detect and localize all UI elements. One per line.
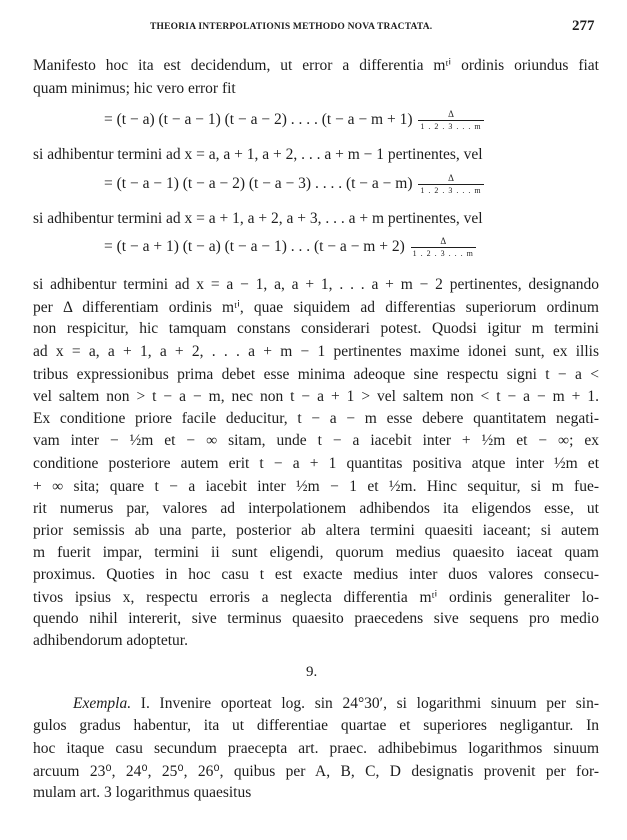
- text-line: Manifesto hoc ita est decidendum, ut error a differentia mᵗⁱ ordinis oriundus fiat: [33, 57, 599, 74]
- text-line: arcuum 23⁰, 24⁰, 25⁰, 26⁰, quibus per A, B, C, D designatis provenit per for-: [33, 763, 599, 780]
- text-line: vam inter − ½m et − ∞ sitam, unde t − a iacebit inter + ½m et − ∞; ex: [33, 432, 599, 449]
- formula-3: [104, 236, 476, 259]
- text-line: prior semissis ab una parte, posterior ab altera termini quaesiti iaceant; si autem: [33, 522, 599, 539]
- text-line: conditione posteriore autem erit t − a + 1 quantitas positiva atque inter ½m et: [33, 455, 599, 472]
- fraction-numerator: Δ: [440, 236, 447, 246]
- text-line: per Δ differentiam ordinis mᵗⁱ, quae siquidem ad differentias superiorum ordinum: [33, 299, 599, 316]
- formula-expression: = (t − a − 1) (t − a − 2) (t − a − 3) . . . . (t − a − m): [104, 175, 413, 193]
- text-line: si adhibentur termini ad x = a + 1, a + 2, a + 3, . . . a + m pertinentes, vel: [33, 210, 483, 227]
- text-line: mulam art. 3 logarithmus quaesitus: [33, 784, 252, 801]
- text-line: adhibendorum adoptetur.: [33, 632, 188, 649]
- text-line: rit numerus par, valores ad interpolationem adhibendos ita eligendos esse, ut: [33, 500, 599, 517]
- text-line: Exempla. I. Invenire oporteat log. sin 24°30′, si logarithmi sinuum per sin-: [73, 695, 599, 712]
- text-line: hoc itaque casu secundum praecepta art. praec. adhibebimus logarithmos sinuum: [33, 740, 599, 757]
- section-number: 9.: [306, 664, 318, 680]
- page-number: 277: [572, 18, 595, 34]
- text-line: quam minimus; hic vero error fit: [33, 80, 236, 97]
- formula-fraction: [418, 173, 483, 196]
- fraction-denominator: 1 . 2 . 3 . . . m: [412, 249, 474, 258]
- text-line: tivos ipsius x, respectu erroris a neglecta differentia mᵗⁱ ordinis generaliter lo-: [33, 589, 599, 606]
- formula-fraction: [418, 109, 483, 132]
- text-line: quendo nihil intererit, sive terminus quaesito praecedens sive sequens pro medio: [33, 610, 599, 627]
- text-line: + ∞ sita; quare t − a iacebit inter ½m − 1 et ½m. Hinc sequitur, si m fue-: [33, 478, 599, 495]
- text-line: proximus. Quoties in hoc casu t est exacte medius inter duos valores consecu-: [33, 566, 599, 583]
- text-line: m fuerit impar, termini ii sunt eligendi, quorum medius quaesito iaceat quam: [33, 544, 599, 561]
- formula-expression: = (t − a) (t − a − 1) (t − a − 2) . . . . (t − a − m + 1): [104, 111, 413, 129]
- fraction-denominator: 1 . 2 . 3 . . . m: [420, 122, 482, 131]
- text-line: si adhibentur termini ad x = a, a + 1, a + 2, . . . a + m − 1 pertinentes, vel: [33, 146, 483, 163]
- fraction-numerator: Δ: [448, 109, 454, 119]
- formula-expression: = (t − a + 1) (t − a) (t − a − 1) . . . (t − a − m + 2): [104, 238, 405, 256]
- text-line: si adhibentur termini ad x = a − 1, a, a + 1, . . . a + m − 2 pertinentes, designando: [33, 276, 599, 293]
- text-line: Ex conditione priore facile deducitur, t − a − m esse debere quantitatem negati-: [33, 410, 599, 427]
- formula-1: [104, 109, 484, 132]
- text-line: vel saltem non > t − a − m, nec non t − a + 1 > vel saltem non < t − a − m + 1.: [33, 388, 599, 405]
- text-line: gulos gradus habentur, ita ut differentiae quartae et superiores negligantur. In: [33, 717, 599, 734]
- formula-2: [104, 173, 484, 196]
- text-line: non respicitur, hic tamquam constans considerari potest. Quodsi igitur m termini: [33, 320, 599, 337]
- formula-fraction: [411, 236, 476, 259]
- text-line: ad x = a, a + 1, a + 2, . . . a + m − 1 pertinentes maxime idonei sunt, ex illis: [33, 343, 599, 360]
- fraction-numerator: Δ: [448, 173, 454, 183]
- fraction-denominator: 1 . 2 . 3 . . . m: [420, 186, 482, 195]
- running-title: THEORIA INTERPOLATIONIS METHODO NOVA TRACTATA.: [150, 22, 433, 32]
- text-line: tribus expressionibus prima debet esse minima adeoque sine respectu signi t − a <: [33, 366, 599, 383]
